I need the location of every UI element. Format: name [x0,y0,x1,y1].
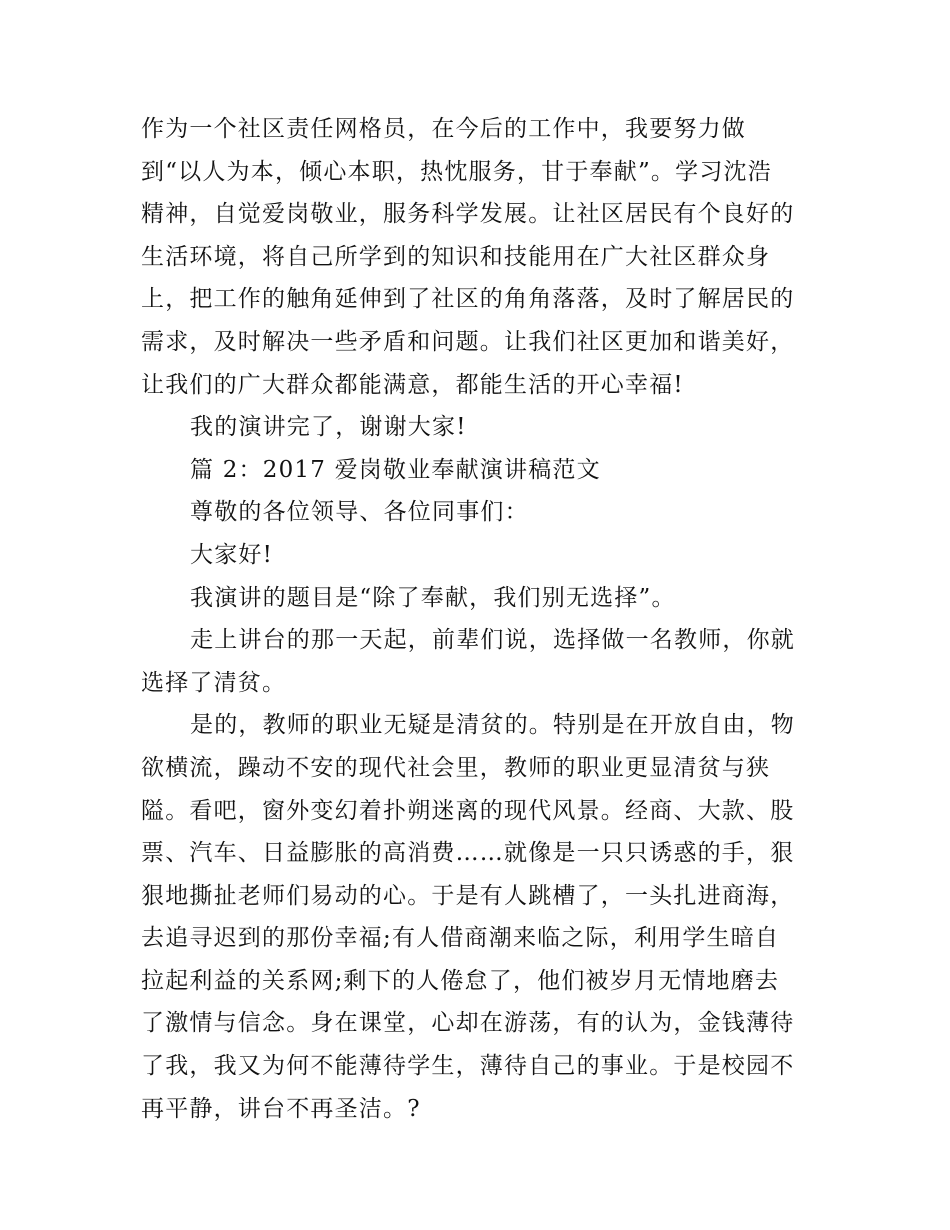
text-line-7: 让我们的广大群众都能满意，都能生活的开心幸福! [141,371,684,398]
paragraph-line-3: 是的，教师的职业无疑是清贫的。特别是在开放自由，物 [190,712,795,739]
paragraph-line-9: 拉起利益的关系网;剩下的人倦怠了，他们被岁月无情地磨去 [141,967,780,994]
paragraph-line-11: 了我，我又为何不能薄待学生，薄待自己的事业。于是校园不 [141,1053,795,1080]
speech-topic: 我演讲的题目是“除了奉献，我们别无选择”。 [190,584,676,611]
paragraph-line-6: 票、汽车、日益膨胀的高消费……就像是一只只诱惑的手，狠 [141,840,795,867]
text-line-3: 精神，自觉爱岗敬业，服务科学发展。让社区居民有个良好的 [141,201,795,228]
paragraph-line-12: 再平静，讲台不再圣洁。? [141,1095,421,1122]
section-title: 篇 2：2017 爱岗敬业奉献演讲稿范文 [190,456,601,483]
text-line-5: 上，把工作的触角延伸到了社区的角角落落，及时了解居民的 [141,286,795,313]
paragraph-line-7: 狠地撕扯老师们易动的心。于是有人跳槽了，一头扎进商海， [141,882,795,909]
paragraph-line-5: 隘。看吧，窗外变幻着扑朔迷离的现代风景。经商、大款、股 [141,797,795,824]
paragraph-line-1: 走上讲台的那一天起，前辈们说，选择做一名教师，你就 [190,627,795,654]
paragraph-line-2: 选择了清贫。 [141,669,287,696]
paragraph-line-10: 了激情与信念。身在课堂，心却在游荡，有的认为，金钱薄待 [141,1010,795,1037]
salutation: 尊敬的各位领导、各位同事们： [190,499,529,526]
text-line-4: 生活环境，将自己所学到的知识和技能用在广大社区群众身 [141,243,771,270]
paragraph-line-4: 欲横流，躁动不安的现代社会里，教师的职业更显清贫与狭 [141,754,771,781]
greeting: 大家好! [190,541,274,568]
text-line-6: 需求，及时解决一些矛盾和问题。让我们社区更加和谐美好， [141,328,795,355]
text-line-1: 作为一个社区责任网格员，在今后的工作中，我要努力做 [141,116,746,142]
paragraph-line-8: 去追寻迟到的那份幸福;有人借商潮来临之际，利用学生暗自 [141,925,780,952]
document-body [141,108,813,1130]
text-line-2: 到“以人为本，倾心本职，热忱服务，甘于奉献”。学习沈浩 [141,158,772,185]
closing-line: 我的演讲完了，谢谢大家! [190,414,467,441]
